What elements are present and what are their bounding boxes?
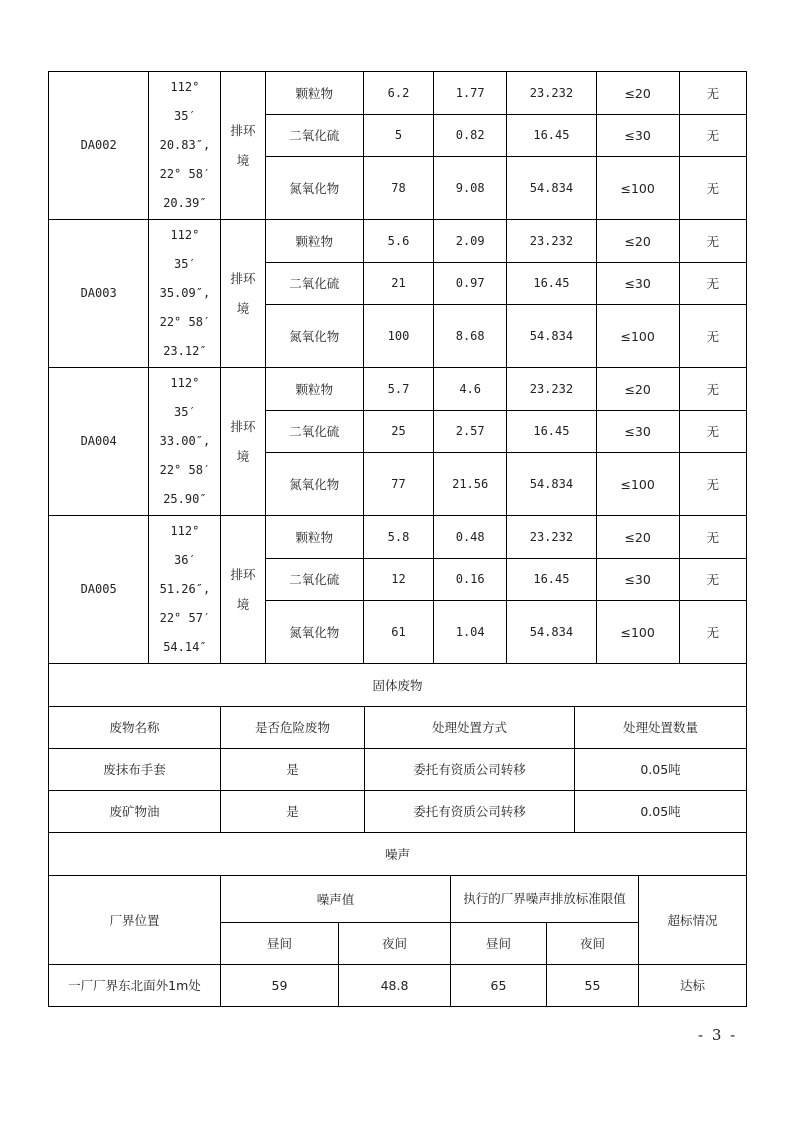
pollutant-over: 无	[679, 305, 746, 368]
pollutant-total: 54.834	[507, 157, 596, 220]
coordinate-line: 35.09″,	[159, 286, 211, 300]
noise-day-limit: 65	[451, 965, 547, 1007]
pollutant-name: 氮氧化物	[265, 305, 363, 368]
pollutant-limit: ≤100	[596, 305, 679, 368]
table-row	[49, 368, 747, 411]
pollutant-name: 颗粒物	[265, 368, 363, 411]
pollutant-total: 16.45	[507, 115, 596, 157]
waste-name: 废矿物油	[49, 791, 221, 833]
header-noise-value: 噪声值	[221, 876, 451, 923]
coordinate-line: 35′	[174, 405, 196, 419]
pollutant-concentration: 25	[363, 411, 433, 453]
discharge-method: 排环境	[221, 220, 265, 368]
noise-result: 达标	[639, 965, 747, 1007]
noise-night-value: 48.8	[339, 965, 451, 1007]
table-row	[49, 516, 747, 559]
pollutant-concentration: 12	[363, 559, 433, 601]
pollutant-limit: ≤20	[596, 368, 679, 411]
coordinate-line: 25.90″	[163, 492, 207, 506]
table-row	[49, 749, 747, 791]
pollutant-rate: 1.04	[434, 601, 507, 664]
coordinate-line: 20.83″,	[159, 138, 211, 152]
noise-table	[48, 832, 747, 1007]
header-day-value: 昼间	[221, 923, 339, 965]
noise-location: 一厂厂界东北面外1m处	[49, 965, 221, 1007]
table-row	[49, 965, 747, 1007]
page-number: - 3 -	[698, 1026, 738, 1044]
pollutant-limit: ≤30	[596, 263, 679, 305]
pollutant-rate: 0.48	[434, 516, 507, 559]
pollutant-name: 颗粒物	[265, 516, 363, 559]
waste-hazardous: 是	[221, 749, 365, 791]
coordinate-line: 54.14″	[163, 640, 207, 654]
pollutant-over: 无	[679, 72, 746, 115]
table-row	[49, 220, 747, 263]
pollutant-over: 无	[679, 516, 746, 559]
pollutant-rate: 21.56	[434, 453, 507, 516]
discharge-method: 排环境	[221, 368, 265, 516]
pollutant-rate: 9.08	[434, 157, 507, 220]
pollutant-rate: 1.77	[434, 72, 507, 115]
pollutant-total: 23.232	[507, 368, 596, 411]
pollutant-total: 16.45	[507, 559, 596, 601]
coordinate-line: 35′	[174, 109, 196, 123]
noise-day-value: 59	[221, 965, 339, 1007]
coordinate-line: 35′	[174, 257, 196, 271]
solid-waste-title: 固体废物	[49, 664, 747, 707]
coordinate-line: 22° 57′	[159, 611, 211, 625]
pollutant-name: 颗粒物	[265, 220, 363, 263]
pollutant-limit: ≤100	[596, 157, 679, 220]
pollutant-concentration: 21	[363, 263, 433, 305]
pollutant-name: 颗粒物	[265, 72, 363, 115]
coordinate-line: 112°	[170, 80, 200, 94]
outlet-coordinates	[149, 368, 221, 516]
pollutant-name: 二氧化硫	[265, 263, 363, 305]
pollutant-concentration: 5.7	[363, 368, 433, 411]
header-disposal-amount: 处理处置数量	[575, 707, 747, 749]
pollutant-limit: ≤30	[596, 411, 679, 453]
header-noise-limit: 执行的厂界噪声排放标准限值	[451, 876, 639, 923]
pollutant-total: 23.232	[507, 516, 596, 559]
pollutant-limit: ≤20	[596, 220, 679, 263]
pollutant-concentration: 5	[363, 115, 433, 157]
pollutant-total: 23.232	[507, 72, 596, 115]
pollutant-rate: 8.68	[434, 305, 507, 368]
noise-title: 噪声	[49, 833, 747, 876]
pollutant-name: 二氧化硫	[265, 115, 363, 157]
pollutant-concentration: 6.2	[363, 72, 433, 115]
pollutant-rate: 4.6	[434, 368, 507, 411]
pollutant-over: 无	[679, 453, 746, 516]
header-disposal-method: 处理处置方式	[365, 707, 575, 749]
pollutant-concentration: 5.8	[363, 516, 433, 559]
outlet-coordinates	[149, 72, 221, 220]
outlet-id: DA004	[49, 368, 149, 516]
discharge-method: 排环境	[221, 516, 265, 664]
pollutant-name: 氮氧化物	[265, 157, 363, 220]
coordinate-line: 20.39″	[163, 196, 207, 210]
pollutant-total: 54.834	[507, 305, 596, 368]
coordinate-line: 112°	[170, 376, 200, 390]
outlet-id: DA005	[49, 516, 149, 664]
pollutant-concentration: 78	[363, 157, 433, 220]
pollutant-total: 54.834	[507, 453, 596, 516]
pollutant-limit: ≤100	[596, 453, 679, 516]
header-hazardous: 是否危险废物	[221, 707, 365, 749]
pollutant-concentration: 77	[363, 453, 433, 516]
coordinate-line: 112°	[170, 524, 200, 538]
pollutant-total: 16.45	[507, 411, 596, 453]
discharge-method: 排环境	[221, 72, 265, 220]
solid-waste-table	[48, 663, 747, 833]
pollutant-total: 23.232	[507, 220, 596, 263]
coordinate-line: 36′	[174, 553, 196, 567]
waste-amount: 0.05吨	[575, 791, 747, 833]
pollutant-rate: 0.16	[434, 559, 507, 601]
outlet-coordinates	[149, 220, 221, 368]
pollutant-name: 氮氧化物	[265, 453, 363, 516]
pollutant-over: 无	[679, 157, 746, 220]
coordinate-line: 22° 58′	[159, 167, 211, 181]
pollutant-limit: ≤30	[596, 559, 679, 601]
waste-amount: 0.05吨	[575, 749, 747, 791]
pollutant-limit: ≤20	[596, 72, 679, 115]
pollutant-over: 无	[679, 601, 746, 664]
coordinate-line: 33.00″,	[159, 434, 211, 448]
pollutant-over: 无	[679, 368, 746, 411]
outlet-coordinates	[149, 516, 221, 664]
coordinate-line: 51.26″,	[159, 582, 211, 596]
coordinate-line: 112°	[170, 228, 200, 242]
pollutant-name: 二氧化硫	[265, 411, 363, 453]
pollutant-over: 无	[679, 220, 746, 263]
pollutant-concentration: 61	[363, 601, 433, 664]
header-night-value: 夜间	[339, 923, 451, 965]
pollutant-concentration: 100	[363, 305, 433, 368]
header-location: 厂界位置	[49, 876, 221, 965]
pollutant-rate: 2.09	[434, 220, 507, 263]
noise-night-limit: 55	[547, 965, 639, 1007]
pollutant-over: 无	[679, 411, 746, 453]
header-over-status: 超标情况	[639, 876, 747, 965]
pollutant-rate: 0.82	[434, 115, 507, 157]
header-waste-name: 废物名称	[49, 707, 221, 749]
header-day-limit: 昼间	[451, 923, 547, 965]
pollutant-limit: ≤30	[596, 115, 679, 157]
waste-method: 委托有资质公司转移	[365, 791, 575, 833]
table-row	[49, 791, 747, 833]
pollutant-concentration: 5.6	[363, 220, 433, 263]
outlet-id: DA002	[49, 72, 149, 220]
pollutant-over: 无	[679, 263, 746, 305]
coordinate-line: 23.12″	[163, 344, 207, 358]
pollutant-rate: 2.57	[434, 411, 507, 453]
pollutant-rate: 0.97	[434, 263, 507, 305]
header-night-limit: 夜间	[547, 923, 639, 965]
coordinate-line: 22° 58′	[159, 315, 211, 329]
pollutant-limit: ≤100	[596, 601, 679, 664]
table-row	[49, 72, 747, 115]
pollutant-limit: ≤20	[596, 516, 679, 559]
pollutant-total: 54.834	[507, 601, 596, 664]
pollutant-name: 二氧化硫	[265, 559, 363, 601]
waste-method: 委托有资质公司转移	[365, 749, 575, 791]
pollutant-over: 无	[679, 559, 746, 601]
pollutant-over: 无	[679, 115, 746, 157]
pollutant-name: 氮氧化物	[265, 601, 363, 664]
pollutant-total: 16.45	[507, 263, 596, 305]
waste-hazardous: 是	[221, 791, 365, 833]
emissions-table	[48, 71, 747, 664]
outlet-id: DA003	[49, 220, 149, 368]
coordinate-line: 22° 58′	[159, 463, 211, 477]
waste-name: 废抹布手套	[49, 749, 221, 791]
